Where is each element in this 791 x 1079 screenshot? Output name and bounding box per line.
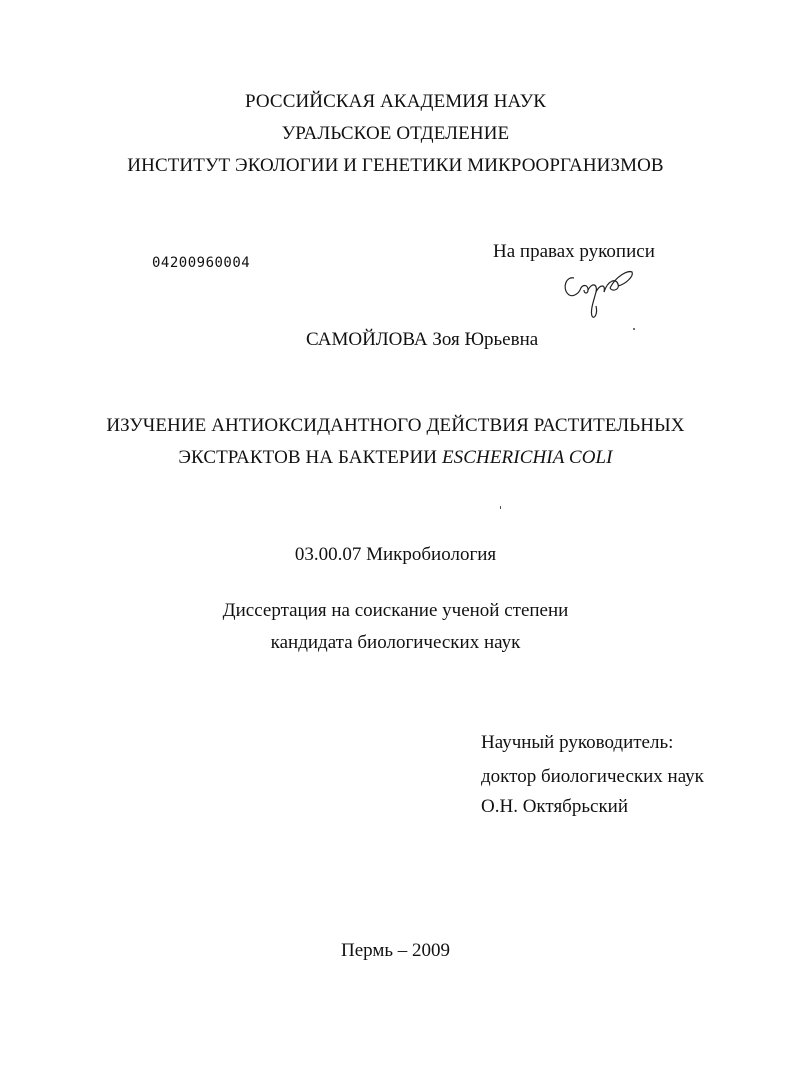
specialty-code: 03.00.07 Микробиология [294, 544, 497, 565]
supervisor-label: Научный руководитель: [481, 732, 674, 753]
handwritten-signature [560, 262, 640, 320]
institute-name: ИНСТИТУТ ЭКОЛОГИИ И ГЕНЕТИКИ МИКРООРГАНИЗМОВ [127, 155, 664, 176]
supervisor-name: О.Н. Октябрьский [481, 796, 629, 817]
title-line-2-prefix: ЭКСТРАКТОВ НА БАКТЕРИИ [178, 447, 438, 468]
manuscript-rights-label: На правах рукописи [493, 241, 655, 262]
title-line-1: ИЗУЧЕНИЕ АНТИОКСИДАНТНОГО ДЕЙСТВИЯ РАСТИТЕЛЬНЫХ [106, 415, 685, 436]
species-name: ESCHERICHIA COLI [441, 447, 613, 468]
academy-name: РОССИЙСКАЯ АКАДЕМИЯ НАУК [244, 91, 547, 112]
degree-line-1: Диссертация на соискание ученой степени [222, 600, 569, 621]
author-name: САМОЙЛОВА Зоя Юрьевна [306, 329, 539, 350]
title-line-2 [0, 447, 791, 469]
supervisor-degree: доктор биологических наук [481, 766, 704, 787]
scan-speck [633, 328, 635, 330]
branch-name: УРАЛЬСКОЕ ОТДЕЛЕНИЕ [281, 123, 510, 144]
degree-line-2: кандидата биологических наук [270, 632, 521, 653]
scan-speck [500, 506, 501, 509]
place-year: Пермь – 2009 [340, 940, 451, 961]
registry-number: 04200960004 [152, 255, 251, 271]
